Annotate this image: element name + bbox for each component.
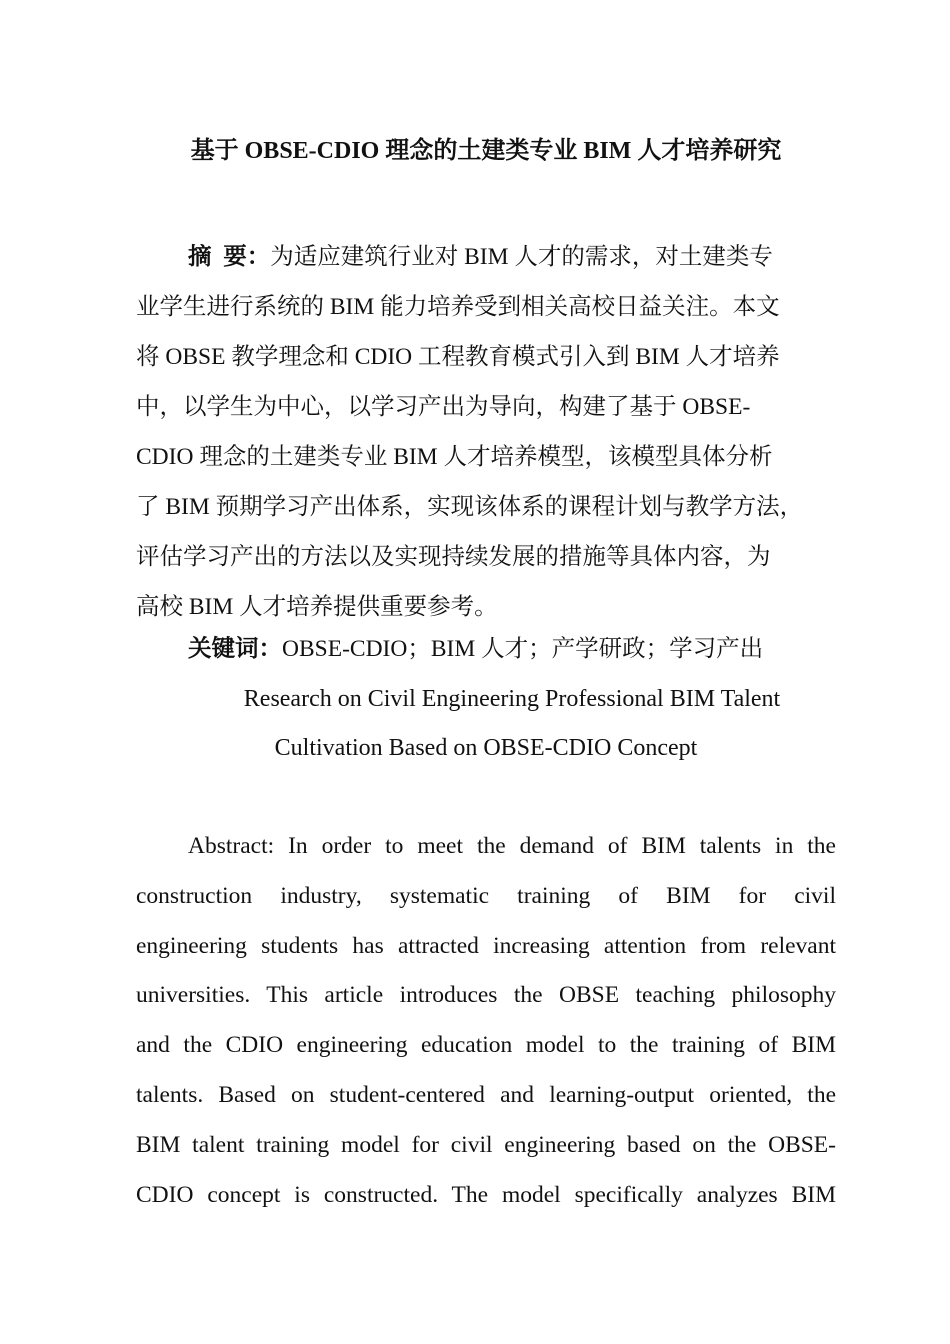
chinese-abstract-line: 摘 要：为适应建筑行业对 BIM 人才的需求，对土建类专 bbox=[188, 244, 773, 270]
english-abstract-line: universities. This article introduces the OBSE teaching philosophy bbox=[136, 982, 836, 1009]
english-abstract-line: talents. Based on student-centered and learning-output oriented, the bbox=[136, 1081, 836, 1108]
chinese-abstract-line: 将 OBSE 教学理念和 CDIO 工程教育模式引入到 BIM 人才培养 bbox=[136, 344, 780, 370]
chinese-title: 基于 OBSE-CDIO 理念的土建类专业 BIM 人才培养研究 bbox=[190, 138, 782, 164]
abstract-label: 摘 要： bbox=[188, 244, 271, 270]
chinese-abstract-line: 高校 BIM 人才培养提供重要参考。 bbox=[136, 594, 498, 620]
chinese-abstract-line: 评估学习产出的方法以及实现持续发展的措施等具体内容，为 bbox=[136, 544, 771, 570]
chinese-abstract-line: 中，以学生为中心，以学习产出为导向，构建了基于 OBSE- bbox=[136, 394, 751, 420]
chinese-keywords bbox=[188, 624, 763, 674]
english-abstract-line: CDIO concept is constructed. The model specifically analyzes BIM bbox=[136, 1181, 836, 1208]
english-title-line-1: Research on Civil Engineering Professional BIM Talent bbox=[243, 686, 781, 712]
chinese-abstract-line: 了 BIM 预期学习产出体系，实现该体系的课程计划与教学方法， bbox=[136, 494, 804, 520]
english-abstract-line: engineering students has attracted increasing attention from relevant bbox=[136, 932, 836, 959]
english-abstract-line: BIM talent training model for civil engineering based on the OBSE- bbox=[136, 1131, 836, 1158]
english-title-line-2: Cultivation Based on OBSE-CDIO Concept bbox=[274, 735, 698, 761]
english-abstract-line: Abstract: In order to meet the demand of BIM talents in the bbox=[188, 833, 836, 859]
english-abstract-line: construction industry, systematic training of BIM for civil bbox=[136, 882, 836, 909]
english-abstract-line: and the CDIO engineering education model to the training of BIM bbox=[136, 1032, 836, 1059]
english-abstract bbox=[136, 822, 836, 1220]
chinese-abstract-line: 业学生进行系统的 BIM 能力培养受到相关高校日益关注。本文 bbox=[136, 294, 780, 320]
keywords-label: 关键词： bbox=[188, 636, 282, 662]
chinese-abstract bbox=[136, 232, 836, 632]
keywords-text: OBSE-CDIO；BIM 人才；产学研政；学习产出 bbox=[282, 636, 764, 662]
chinese-abstract-line: CDIO 理念的土建类专业 BIM 人才培养模型，该模型具体分析 bbox=[136, 444, 773, 470]
